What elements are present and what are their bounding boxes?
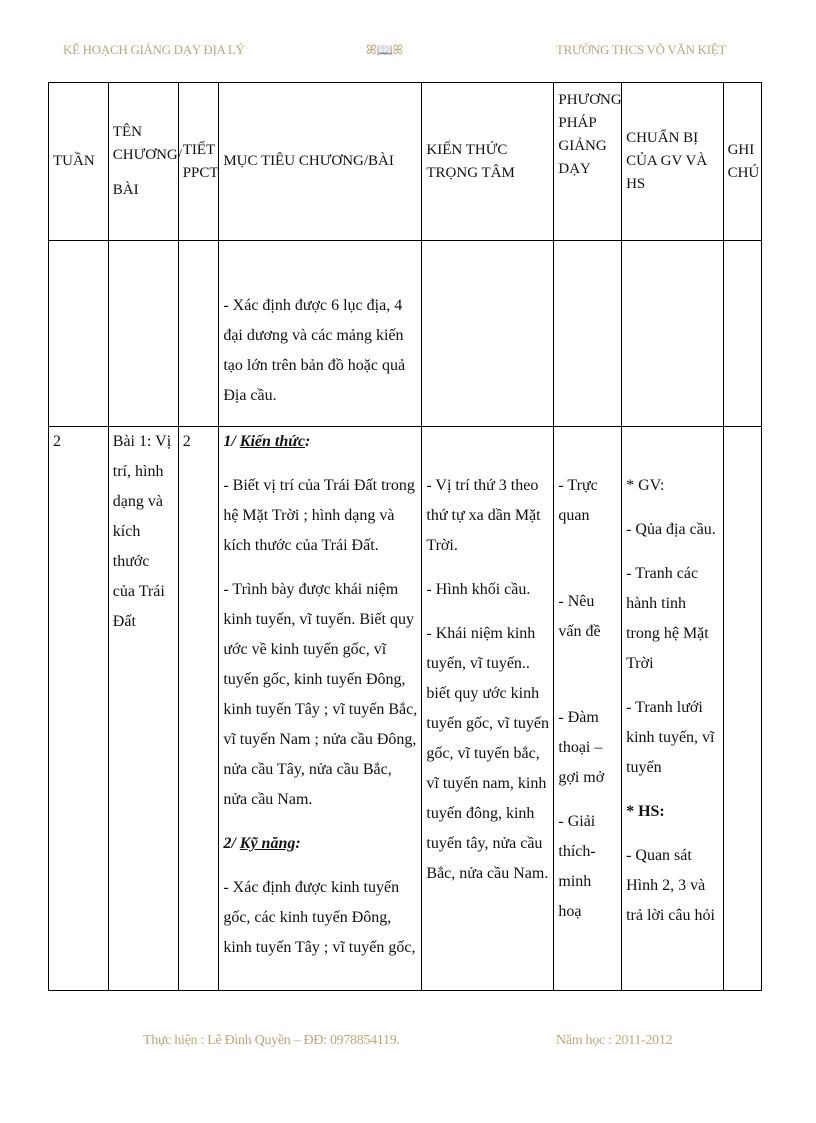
cell-ten-bai: Bài 1: Vị trí, hình dạng và kích thước của Trái Đất: [108, 427, 178, 991]
cell-chuan-bi: * GV: - Qủa địa cầu. - Tranh các hành tinh trong hệ Mặt Trời - Tranh lưới kinh tuyến, vĩ tuyến * HS: - Quan sát Hình 2, 3 và trả lời câu hỏi: [622, 427, 724, 991]
section-heading-kien-thuc: 1/ Kiến thức:: [223, 433, 311, 450]
header-subject: KẾ HOẠCH GIẢNG DẠY ĐỊA LÝ: [63, 42, 245, 57]
cell-muc-tieu: 1/ Kiến thức: - Biết vị trí của Trái Đất trong hệ Mặt Trời ; hình dạng và kích thước của Trái Đất. - Trình bày được khái niệm kinh tuyến, vĩ tuyến. Biết quy ước về kinh tuyến gốc, vĩ tuyến gốc, kinh tuyến Đông, kinh tuyến Tây ; vĩ tuyến Bắc, vĩ tuyến Nam ; nửa cầu Đông, nửa cầu Tây, nửa cầu Bắc, nửa cầu Nam. 2/ Kỹ năng: - Xác định được kinh tuyến gốc, các kinh tuyến Đông, kinh tuyến Tây ; vĩ tuyến gốc,: [219, 427, 422, 991]
col-header-chuan-bi: CHUẨN BỊ CỦA GV VÀ HS: [622, 83, 724, 241]
section-heading-ky-nang: 2/ Kỹ năng:: [223, 835, 301, 852]
cell-tiet: [178, 241, 219, 427]
footer-author: Thực hiện : Lê Đình Quyền – ĐĐ: 0978854119.: [143, 1033, 400, 1048]
table-header-row: [49, 83, 762, 241]
col-header-phuong-phap: PHƯƠNG PHÁP GIẢNG DẠY: [554, 83, 622, 241]
cell-kien-thuc: [422, 241, 554, 427]
col-header-ghi-chu: GHI CHÚ: [723, 83, 761, 241]
cell-ghi-chu: [723, 241, 761, 427]
cell-phuong-phap: [554, 241, 622, 427]
col-header-tiet: TIẾT PPCT: [178, 83, 219, 241]
header-school: TRƯỜNG THCS VÕ VĂN KIỆT: [556, 42, 727, 57]
footer-school-year: Năm học : 2011-2012: [556, 1033, 673, 1048]
cell-tiet: 2: [178, 427, 219, 991]
cell-phuong-phap: - Trực quan - Nêu vấn đề - Đàm thoại – gợi mở - Giải thích- minh hoạ: [554, 427, 622, 991]
col-header-muc-tieu: MỤC TIÊU CHƯƠNG/BÀI: [219, 83, 422, 241]
table-row: [49, 241, 762, 427]
header-ornament: ꕤ📖ꕤ: [366, 42, 403, 57]
cell-ghi-chu: [723, 427, 761, 991]
table-row: [49, 427, 762, 991]
col-header-tuan: TUẦN: [49, 83, 109, 241]
lesson-plan-table: [48, 82, 762, 991]
cell-tuan: 2: [49, 427, 109, 991]
cell-kien-thuc: - Vị trí thứ 3 theo thứ tự xa dần Mặt Trời. - Hình khối cầu. - Khái niệm kinh tuyến, vĩ tuyến.. biết quy ước kinh tuyến gốc, vĩ tuyến gốc, vĩ tuyến bắc, vĩ tuyến nam, kinh tuyến đông, kinh tuyến tây, nửa cầu Bắc, nửa cầu Nam.: [422, 427, 554, 991]
cell-chuan-bi: [622, 241, 724, 427]
col-header-ten: TÊN CHƯƠNG/ BÀI: [108, 83, 178, 241]
cell-muc-tieu: - Xác định được 6 lục địa, 4 đại dương và các mảng kiến tạo lớn trên bản đồ hoặc quả Địa cầu.: [219, 241, 422, 427]
cell-tuan: [49, 241, 109, 427]
cell-ten-bai: [108, 241, 178, 427]
col-header-kien-thuc: KIẾN THỨC TRỌNG TÂM: [422, 83, 554, 241]
